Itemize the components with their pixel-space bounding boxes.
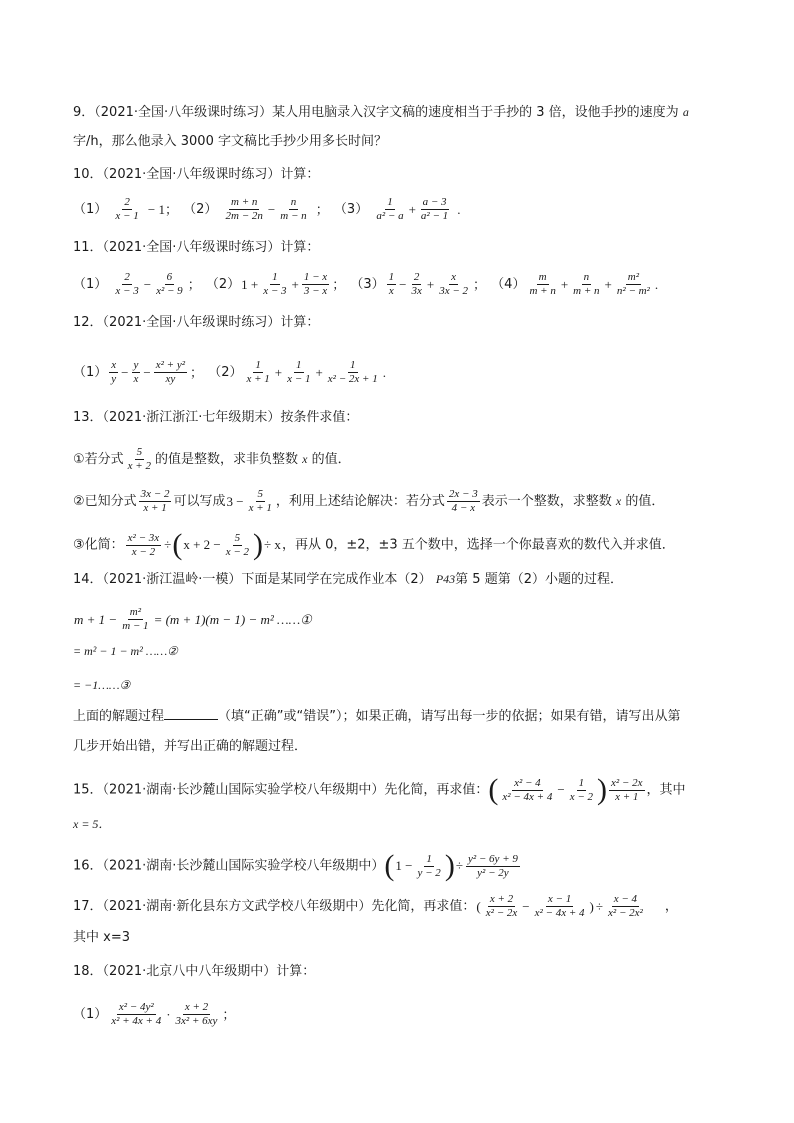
question-source: （2021·全国·八年级课时练习）: [94, 105, 273, 120]
fraction: $\frac{2}{x - 1}$: [115, 196, 139, 222]
fraction: $\frac{1}{x - 1}$: [287, 359, 311, 385]
question-source: （2021·湖南·长沙麓山国际实验学校八年级期中）: [102, 858, 385, 874]
fraction: $\frac{x + 2}{\text{x² − 2x}}$: [485, 893, 518, 919]
question-number: 13．: [73, 410, 103, 425]
question-source: （2021·湖南·长沙麓山国际实验学校八年级期中）: [102, 782, 385, 798]
fraction: $\frac{\text{x² − 3x}}{x - 2}$: [127, 531, 160, 558]
variable-a: a: [682, 105, 689, 119]
fraction: $\frac{m + n}{2m - 2n}$: [225, 196, 263, 222]
question-10-parts: （1） $\frac{2}{x - 1}$ − 1； （2） $\frac{m + n}{2m - 2n}$ − $\frac{n}{m - n}$ ； （3） $\frac{1}{\text{a² − a}}$ + $\frac{a - 3}{\text{a² − 1}}$ .: [73, 196, 461, 222]
question-13-heading: 13．（2021·浙江浙江·七年级期末）按条件求值：: [73, 410, 359, 425]
question-10-heading: 10．（2021·全国·八年级课时练习）计算：: [73, 167, 320, 182]
answer-blank[interactable]: [164, 707, 218, 720]
question-number: 11．: [73, 240, 103, 255]
fraction: $\frac{1}{\text{x² − 2x + 1}}$: [327, 359, 378, 385]
question-13-condition-2: ②已知分式 $\frac{3x - 2}{x + 1}$ 可以写成3 − $\frac{5}{x + 1}$ ，利用上述结论解决：若分式 $\frac{2x - 3}{4 - x}$ 表示一个整数，求整数 x 的值．: [73, 488, 665, 514]
question-14-heading: 14．（2021·浙江温岭·一模）下面是某同学在完成作业本（2） P43第 5 题第（2）小题的过程．: [73, 572, 623, 587]
question-source: （2021·湖南·新化县东方文武学校八年级期中）: [102, 899, 372, 914]
fraction: $\frac{a - 3}{\text{a² − 1}}$: [420, 196, 449, 222]
fraction: $\frac{1}{x + 1}$: [246, 359, 270, 385]
fraction: $\frac{\text{m²}}{\text{n² − m²}}$: [616, 271, 650, 297]
question-14-answer-line-2: 几步开始出错，并写出正确的解题过程．: [73, 739, 308, 754]
question-number: 16．: [73, 858, 103, 874]
question-14-answer-line-1: 上面的解题过程 （填“正确”或“错误”）；如果正确，请写出每一步的依据；如果有错，请写出从第: [73, 709, 681, 724]
fraction: $\frac{\text{y² − 6y + 9}}{\text{y² − 2y}}$: [467, 852, 518, 879]
question-15-line-1: 15．（2021·湖南·长沙麓山国际实验学校八年级期中）先化简，再求值：( $\frac{\text{x² − 4}}{\text{x² − 4x + 4}}$ − $\frac{1}{x - 2}$ ) $\frac{\text{x² − 2x}}{x + 1}$ ，其中: [73, 773, 686, 806]
question-9-line-2: 字/h，那么他录入 3000 字文稿比手抄少用多长时间？: [73, 134, 387, 149]
question-13-condition-1: ①若分式 $\frac{5}{x + 2}$ 的值是整数，求非负整数 x 的值．: [73, 446, 351, 472]
fraction: $\frac{3x - 2}{x + 1}$: [140, 488, 170, 514]
fraction: $\frac{1}{x - 3}$: [263, 271, 287, 297]
question-number: 9．: [73, 105, 95, 120]
question-source: （2021·浙江浙江·七年级期末）: [102, 410, 281, 425]
question-source: （2021·北京八中八年级期中）: [102, 964, 277, 979]
question-number: 18．: [73, 964, 103, 979]
question-18-heading: 18．（2021·北京八中八年级期中）计算：: [73, 964, 316, 979]
fraction: $\frac{2}{x - 3}$: [115, 271, 139, 297]
fraction: $\frac{1}{x}$: [388, 271, 395, 297]
question-source: （2021·全国·八年级课时练习）: [102, 240, 281, 255]
fraction: $\frac{5}{x + 1}$: [248, 488, 272, 514]
fraction: $\frac{n}{m + n}$: [573, 271, 600, 297]
question-16-line: 16．（2021·湖南·长沙麓山国际实验学校八年级期中）(1 − $\frac{1}{y - 2}$ )÷ $\frac{\text{y² − 6y + 9}}{\text{y² − 2y}}$: [73, 849, 518, 882]
fraction: $\frac{x}{3x - 2}$: [439, 271, 469, 297]
question-source: （2021·全国·八年级课时练习）: [102, 315, 281, 330]
fraction: $\frac{x - 1}{\text{x² − 4x + 4}}$: [534, 893, 585, 919]
question-18-part-1: （1） $\frac{\text{x² − 4y²}}{\text{x² + 4x + 4}}$ · $\frac{x + 2}{\text{3x² + 6xy}}$ ；: [73, 1001, 236, 1027]
question-17-line-2: 其中 x=3: [73, 930, 130, 945]
fraction: $\frac{\text{x² + y²}}{xy}$: [155, 359, 186, 385]
fraction: $\frac{\text{x² − 4}}{\text{x² − 4x + 4}}$: [502, 776, 553, 803]
fraction: $\frac{\text{x² − 4y²}}{\text{x² + 4x + 4}}$: [111, 1001, 162, 1027]
fraction: $\frac{\text{m²}}{m - 1}$: [122, 606, 149, 632]
fraction: $\frac{1 - x}{3 - x}$: [303, 271, 328, 297]
fraction: $\frac{1}{\text{a² − a}}$: [376, 196, 404, 222]
fraction: $\frac{2}{3x}$: [411, 271, 422, 297]
question-9-line-1: 9．（2021·全国·八年级课时练习）某人用电脑录入汉字文稿的速度相当于手抄的 3 倍，设他手抄的速度为 a: [73, 105, 689, 120]
question-number: 17．: [73, 899, 103, 914]
question-14-step-1: m + 1 − $\frac{\text{m²}}{m - 1}$ = (m + 1)(m − 1) − m² ……①: [74, 606, 312, 632]
question-number: 10．: [73, 167, 103, 182]
fraction: $\frac{5}{x + 2}$: [127, 446, 151, 472]
fraction: $\frac{m}{m + n}$: [529, 271, 556, 297]
question-12-heading: 12．（2021·全国·八年级课时练习）计算：: [73, 315, 320, 330]
question-number: 14．: [73, 572, 103, 587]
fraction: $\frac{y}{x}$: [133, 359, 139, 385]
question-12-parts: （1） $\frac{x}{y}$ − $\frac{y}{x}$ − $\frac{\text{x² + y²}}{xy}$ ； （2） $\frac{1}{x + 1}$ + $\frac{1}{x - 1}$ + $\frac{1}{\text{x² − 2x + 1}}$ .: [73, 359, 386, 385]
question-number: 12．: [73, 315, 103, 330]
fraction: $\frac{x}{y}$: [111, 359, 117, 385]
fraction: $\frac{6}{\text{x² − 9}}$: [156, 271, 183, 297]
question-17-line-1: 17．（2021·湖南·新化县东方文武学校八年级期中）先化简，再求值：( $\frac{x + 2}{\text{x² − 2x}}$ − $\frac{x - 1}{\text{x² − 4x + 4}}$ ) ÷ $\frac{x - 4}{\text{x² − 2x²}}$ ，: [73, 893, 678, 919]
fraction: $\frac{2x - 3}{4 - x}$: [448, 488, 478, 514]
fraction: $\frac{1}{x - 2}$: [569, 776, 593, 803]
question-11-parts: （1） $\frac{2}{x - 3}$ − $\frac{6}{\text{x² − 9}}$ ； （2）1 + $\frac{1}{x - 3}$ + $\frac{1 - x}{3 - x}$ ； （3） $\frac{1}{x}$ − $\frac{2}{3x}$ + $\frac{x}{3x - 2}$ ； （4） $\frac{m}{m + n}$ + $\frac{n}{m + n}$ + $\frac{\text{m²}}{\text{n² − m²}}$ .: [73, 271, 659, 297]
question-14-step-2: = m² − 1 − m² ……②: [73, 644, 178, 658]
fraction: $\frac{x - 4}{\text{x² − 2x²}}$: [608, 893, 643, 919]
question-14-step-3: = −1……③: [73, 678, 131, 692]
question-source: （2021·浙江温岭·一模）: [102, 572, 242, 587]
question-source: （2021·全国·八年级课时练习）: [102, 167, 281, 182]
question-13-condition-3: ③化简： $\frac{\text{x² − 3x}}{x - 2}$ ÷(x + 2 − $\frac{5}{x - 2}$ )÷ x，再从 0，±2，±3 五个数中，选择一个你最喜欢的数代入并求值．: [73, 528, 675, 561]
fraction: $\frac{\text{x² − 2x}}{x + 1}$: [611, 776, 643, 803]
fraction: $\frac{x + 2}{\text{3x² + 6xy}}$: [175, 1001, 218, 1027]
question-15-line-2: x = 5．: [73, 817, 111, 831]
question-number: 15．: [73, 782, 103, 798]
fraction: $\frac{1}{y - 2}$: [417, 852, 441, 879]
fraction: $\frac{n}{m - n}$: [280, 196, 307, 222]
question-11-heading: 11．（2021·全国·八年级课时练习）计算：: [73, 240, 320, 255]
fraction: $\frac{5}{x - 2}$: [225, 531, 250, 558]
